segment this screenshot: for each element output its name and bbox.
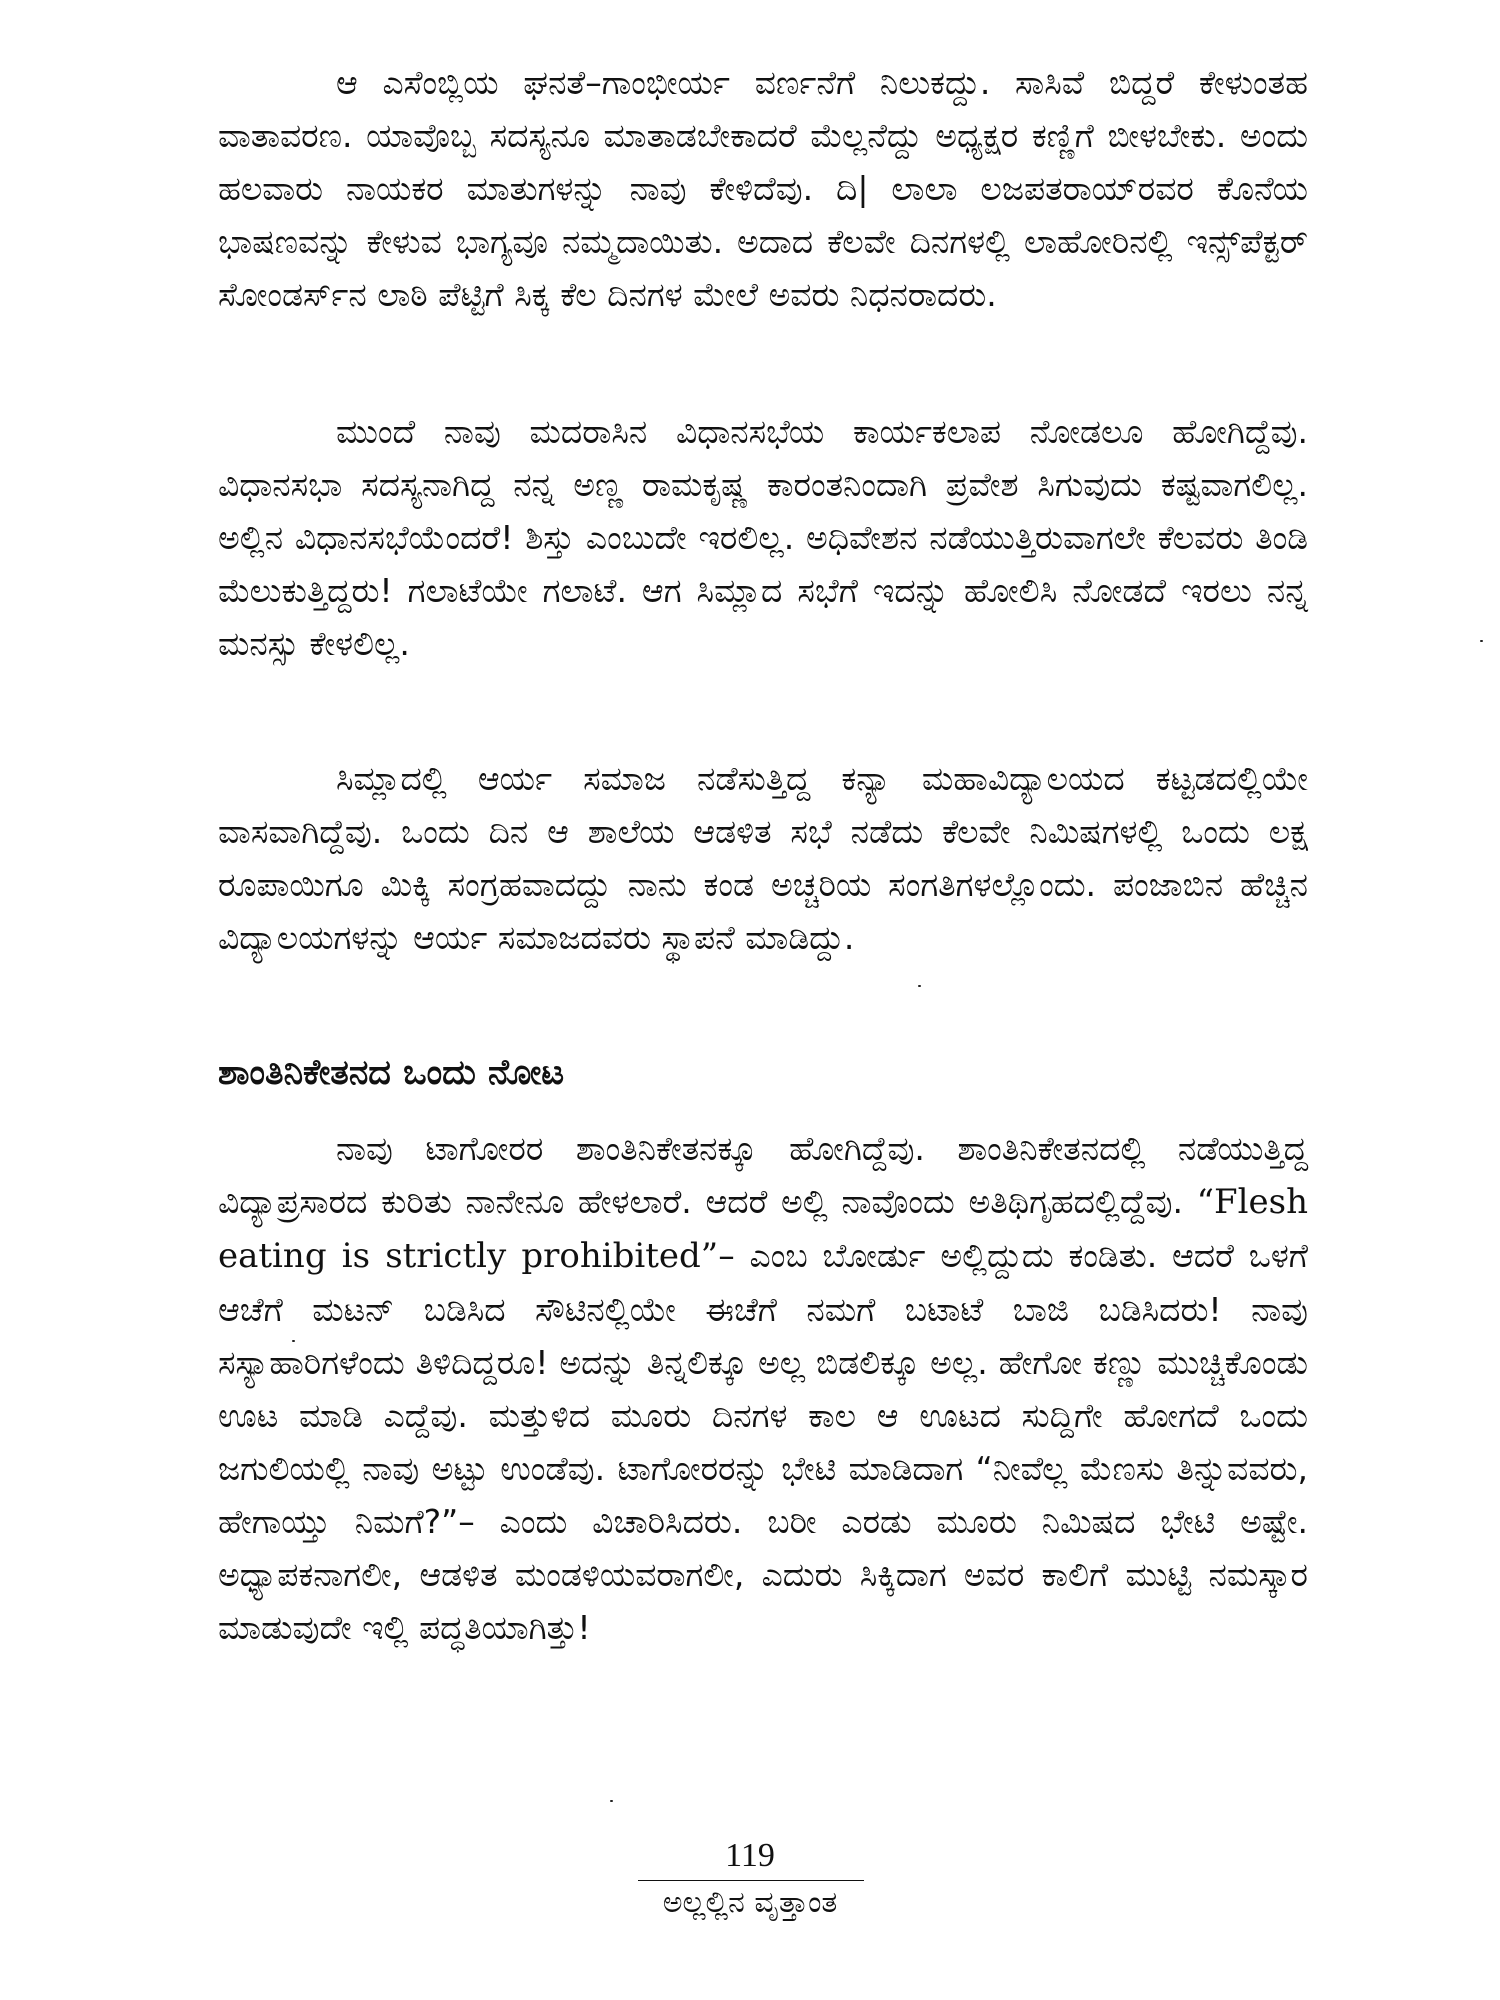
paragraph-shantiniketan: [218, 1122, 1308, 1654]
scan-speck: [1480, 640, 1483, 642]
scan-speck: [918, 985, 921, 987]
footer-divider: [638, 1880, 864, 1881]
scan-speck: [292, 1340, 295, 1342]
paragraph-text: ಸಿಮ್ಲಾದಲ್ಲಿ ಆರ್ಯ ಸಮಾಜ ನಡೆಸುತ್ತಿದ್ದ ಕನ್ಯಾ ಮಹಾವಿದ್ಯಾಲಯದ ಕಟ್ಟಡದಲ್ಲಿಯೇ ವಾಸವಾಗಿದ್ದೆವು. ಒಂದು ದಿನ ಆ ಶಾಲೆಯ ಆಡಳಿತ ಸಭೆ ನಡೆದು ಕೆಲವೇ ನಿಮಿಷಗಳಲ್ಲಿ ಒಂದು ಲಕ್ಷ ರೂಪಾಯಿಗೂ ಮಿಕ್ಕಿ ಸಂಗ್ರಹವಾದದ್ದು ನಾನು ಕಂಡ ಅಚ್ಚರಿಯ ಸಂಗತಿಗಳಲ್ಲೊಂದು. ಪಂಜಾಬಿನ ಹೆಚ್ಚಿನ ವಿದ್ಯಾಲಯಗಳನ್ನು ಆರ್ಯ ಸಮಾಜದವರು ಸ್ಥಾಪನೆ ಮಾಡಿದ್ದು.: [218, 759, 1308, 957]
paragraph-text-end: – ಎಂಬ ಬೋರ್ಡು ಅಲ್ಲಿದ್ದುದು ಕಂಡಿತು. ಆದರೆ ಒಳಗೆ ಆಚೆಗೆ ಮಟನ್ ಬಡಿಸಿದ ಸೌಟಿನಲ್ಲಿಯೇ ಈಚೆಗೆ ನಮಗೆ ಬಟಾಟೆ ಬಾಜಿ ಬಡಿಸಿದರು! ನಾವು ಸಸ್ಯಾಹಾರಿಗಳೆಂದು ತಿಳಿದಿದ್ದರೂ! ಅದನ್ನು ತಿನ್ನಲಿಕ್ಕೂ ಅಲ್ಲ ಬಿಡಲಿಕ್ಕೂ ಅಲ್ಲ. ಹೇಗೋ ಕಣ್ಣು ಮುಚ್ಚಿಕೊಂಡು ಊಟ ಮಾಡಿ ಎದ್ದೆವು. ಮತ್ತುಳಿದ ಮೂರು ದಿನಗಳ ಕಾಲ ಆ ಊಟದ ಸುದ್ದಿಗೇ ಹೋಗದೆ ಒಂದು ಜಗುಲಿಯಲ್ಲಿ ನಾವು ಅಟ್ಟು ಉಂಡೆವು. ಟಾಗೋರರನ್ನು ಭೇಟಿ ಮಾಡಿದಾಗ “ನೀವೆಲ್ಲ ಮೆಣಸು ತಿನ್ನುವವರು, ಹೇಗಾಯ್ತು ನಿಮಗೆ?”– ಎಂದು ವಿಚಾರಿಸಿದರು. ಬರೀ ಎರಡು ಮೂರು ನಿಮಿಷದ ಭೇಟಿ ಅಷ್ಟೇ. ಅಧ್ಯಾಪಕನಾಗಲೀ, ಆಡಳಿತ ಮಂಡಳಿಯವರಾಗಲೀ, ಎದುರು ಸಿಕ್ಕಿದಾಗ ಅವರ ಕಾಲಿಗೆ ಮುಟ್ಟಿ ನಮಸ್ಕಾರ ಮಾಡುವುದೇ ಇಲ್ಲಿ ಪದ್ಧತಿಯಾಗಿತ್ತು!: [218, 1236, 1308, 1647]
paragraph-text: ಮುಂದೆ ನಾವು ಮದರಾಸಿನ ವಿಧಾನಸಭೆಯ ಕಾರ್ಯಕಲಾಪ ನೋಡಲೂ ಹೋಗಿದ್ದೆವು. ವಿಧಾನಸಭಾ ಸದಸ್ಯನಾಗಿದ್ದ ನನ್ನ ಅಣ್ಣ ರಾಮಕೃಷ್ಣ ಕಾರಂತನಿಂದಾಗಿ ಪ್ರವೇಶ ಸಿಗುವುದು ಕಷ್ಟವಾಗಲಿಲ್ಲ. ಅಲ್ಲಿನ ವಿಧಾನಸಭೆಯೆಂದರೆ! ಶಿಸ್ತು ಎಂಬುದೇ ಇರಲಿಲ್ಲ. ಅಧಿವೇಶನ ನಡೆಯುತ್ತಿರುವಾಗಲೇ ಕೆಲವರು ತಿಂಡಿ ಮೆಲುಕುತ್ತಿದ್ದರು! ಗಲಾಟೆಯೇ ಗಲಾಟೆ. ಆಗ ಸಿಮ್ಲಾದ ಸಭೆಗೆ ಇದನ್ನು ಹೋಲಿಸಿ ನೋಡದೆ ಇರಲು ನನ್ನ ಮನಸ್ಸು ಕೇಳಲಿಲ್ಲ.: [218, 412, 1308, 663]
english-quote: “Flesh eating is strictly prohibited”: [218, 1182, 1308, 1276]
paragraph-simla: [218, 752, 1308, 964]
paragraph-text-start: ನಾವು ಟಾಗೋರರ ಶಾಂತಿನಿಕೇತನಕ್ಕೂ ಹೋಗಿದ್ದೆವು. ಶಾಂತಿನಿಕೇತನದಲ್ಲಿ ನಡೆಯುತ್ತಿದ್ದ ವಿದ್ಯಾಪ್ರಸಾರದ ಕುರಿತು ನಾನೇನೂ ಹೇಳಲಾರೆ. ಆದರೆ ಅಲ್ಲಿ ನಾವೊಂದು ಅತಿಥಿಗೃಹದಲ್ಲಿದ್ದೆವು.: [218, 1129, 1308, 1221]
scan-speck: [610, 1800, 613, 1802]
page-number: 119: [725, 1837, 775, 1874]
paragraph-assembly: [218, 56, 1308, 321]
paragraph-text: ಆ ಎಸೆಂಬ್ಲಿಯ ಘನತೆ–ಗಾಂಭೀರ್ಯ ವರ್ಣನೆಗೆ ನಿಲುಕದ್ದು. ಸಾಸಿವೆ ಬಿದ್ದರೆ ಕೇಳುಂತಹ ವಾತಾವರಣ. ಯಾವೊಬ್ಬ ಸದಸ್ಯನೂ ಮಾತಾಡಬೇಕಾದರೆ ಮೆಲ್ಲನೆದ್ದು ಅಧ್ಯಕ್ಷರ ಕಣ್ಣಿಗೆ ಬೀಳಬೇಕು. ಅಂದು ಹಲವಾರು ನಾಯಕರ ಮಾತುಗಳನ್ನು ನಾವು ಕೇಳಿದೆವು. ದಿ| ಲಾಲಾ ಲಜಪತರಾಯ್‌ರವರ ಕೊನೆಯ ಭಾಷಣವನ್ನು ಕೇಳುವ ಭಾಗ್ಯವೂ ನಮ್ಮದಾಯಿತು. ಅದಾದ ಕೆಲವೇ ದಿನಗಳಲ್ಲಿ ಲಾಹೋರಿನಲ್ಲಿ ಇನ್ಸ್‌ಪೆಕ್ಟರ್ ಸೋಂಡರ್ಸ್‌ನ ಲಾಠಿ ಪೆಟ್ಟಿಗೆ ಸಿಕ್ಕ ಕೆಲ ದಿನಗಳ ಮೇಲೆ ಅವರು ನಿಧನರಾದರು.: [218, 63, 1308, 314]
running-footer: ಅಲ್ಲಲ್ಲಿನ ವೃತ್ತಾಂತ: [662, 1885, 838, 1920]
section-heading: ಶಾಂತಿನಿಕೇತನದ ಒಂದು ನೋಟ: [218, 1053, 565, 1093]
paragraph-text: [218, 1122, 1308, 1654]
paragraph-madras-assembly: [218, 405, 1308, 670]
